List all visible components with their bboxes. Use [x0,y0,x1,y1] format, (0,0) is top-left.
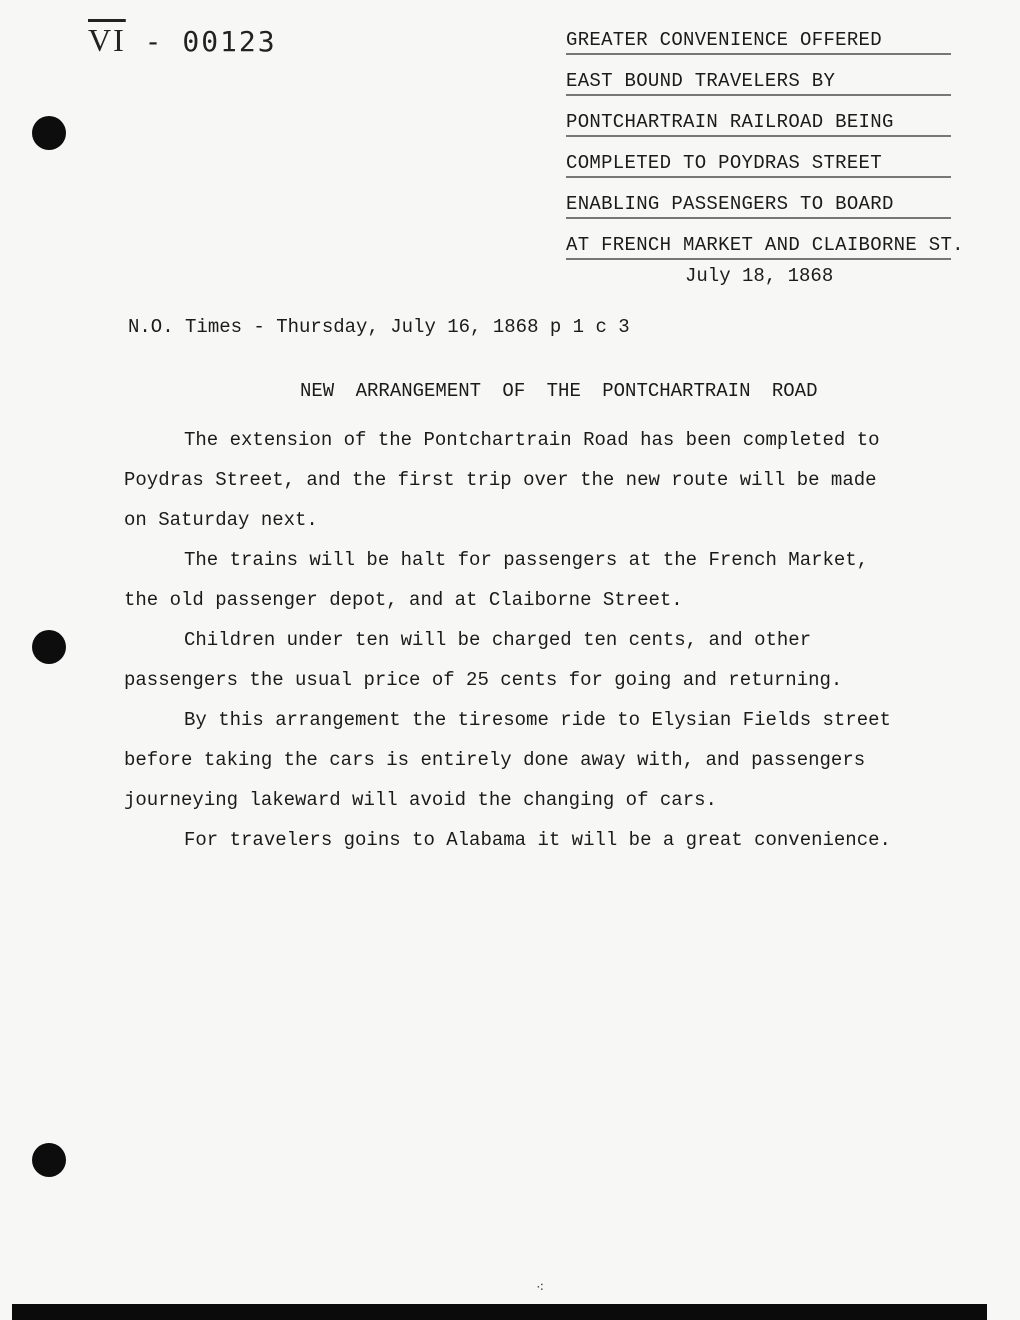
article-title: NEW ARRANGEMENT OF THE PONTCHARTRAIN ROAD [300,380,818,402]
punch-hole [32,116,66,150]
scan-specks: ⁖ [536,1281,545,1297]
document-id-number: 00123 [182,25,277,58]
paragraph-line: The trains will be halt for passengers at the French Market, [184,549,869,571]
paragraph-line: the old passenger depot, and at Claiborne Street. [124,589,683,611]
punch-hole [32,1143,66,1177]
document-id [88,22,277,59]
article-body [124,420,944,860]
scan-edge-bar [12,1304,987,1320]
document-id-dash: - [144,25,164,58]
headline-line: ENABLING PASSENGERS TO BOARD [566,184,986,225]
headline-line: AT FRENCH MARKET AND CLAIBORNE ST. [566,225,986,266]
punch-hole [32,630,66,664]
headline-date: July 18, 1868 [685,265,834,287]
document-id-roman: $\overline{VI}$ [88,22,126,58]
article-paragraph [124,820,944,860]
article-paragraph [124,540,944,620]
headline-block [566,20,986,266]
headline-line: EAST BOUND TRAVELERS BY [566,61,986,102]
headline-line: PONTCHARTRAIN RAILROAD BEING [566,102,986,143]
paragraph-line: The extension of the Pontchartrain Road has been completed to [184,429,880,451]
source-citation: N.O. Times - Thursday, July 16, 1868 p 1 c 3 [128,316,630,338]
headline-line: GREATER CONVENIENCE OFFERED [566,20,986,61]
article-paragraph [124,420,944,540]
paragraph-line: passengers the usual price of 25 cents for going and returning. [124,669,843,691]
article-paragraph [124,620,944,700]
paragraph-line: Children under ten will be charged ten cents, and other [184,629,812,651]
headline-line: COMPLETED TO POYDRAS STREET [566,143,986,184]
paragraph-line: For travelers goins to Alabama it will be a great convenience. [184,829,891,851]
paragraph-line: before taking the cars is entirely done away with, and passengers [124,749,866,771]
paragraph-line: Poydras Street, and the first trip over the new route will be made [124,469,877,491]
article-paragraph [124,700,944,820]
paragraph-line: By this arrangement the tiresome ride to Elysian Fields street [184,709,891,731]
paragraph-line: journeying lakeward will avoid the changing of cars. [124,789,717,811]
paragraph-line: on Saturday next. [124,509,318,531]
